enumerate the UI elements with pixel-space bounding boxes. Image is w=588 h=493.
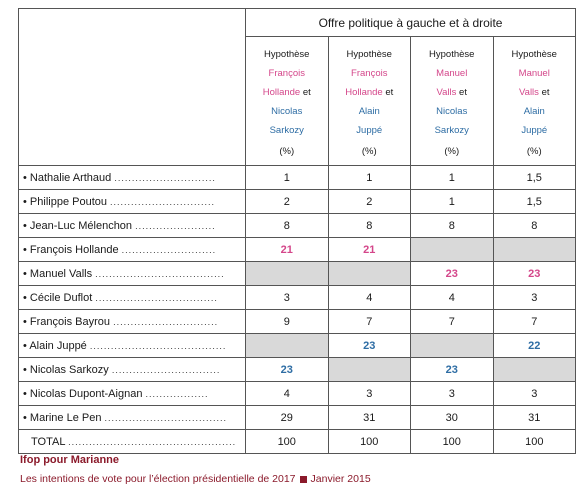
hypothesis-label: Hypothèse bbox=[511, 49, 557, 60]
bullet-icon: • bbox=[23, 411, 27, 424]
and-word: et bbox=[302, 87, 311, 98]
leader-dots: ..................................... bbox=[95, 268, 225, 279]
value-cell: 29 bbox=[246, 406, 329, 430]
hypothesis-header-2 bbox=[328, 37, 411, 166]
value-cell: 23 bbox=[493, 262, 576, 286]
value-cell: 8 bbox=[493, 214, 576, 238]
not-applicable-cell bbox=[246, 262, 329, 286]
value-cell: 9 bbox=[246, 310, 329, 334]
value-cell: 3 bbox=[411, 382, 494, 406]
leader-dots: ................................................ bbox=[68, 436, 237, 447]
hypothesis-header-3 bbox=[411, 37, 494, 166]
unit-label: (%) bbox=[361, 146, 377, 157]
bullet-icon: • bbox=[23, 315, 27, 328]
bullet-icon: • bbox=[23, 363, 27, 376]
candidate-name-cell bbox=[19, 382, 246, 406]
date-text: Janvier 2015 bbox=[310, 473, 371, 485]
and-word: et bbox=[385, 87, 394, 98]
candidate-name: Marine Le Pen bbox=[29, 411, 102, 424]
candidate-last-name: Valls bbox=[436, 87, 457, 98]
value-cell: 23 bbox=[411, 262, 494, 286]
leader-dots: ............................... bbox=[111, 364, 221, 375]
candidate-name-cell bbox=[19, 286, 246, 310]
unit-label: (%) bbox=[444, 146, 460, 157]
leader-dots: ............................. bbox=[114, 172, 216, 183]
candidate-first-name: François bbox=[351, 68, 388, 79]
value-cell: 3 bbox=[493, 382, 576, 406]
candidate-name: Nathalie Arthaud bbox=[29, 171, 112, 184]
candidate-name-cell bbox=[19, 334, 246, 358]
candidate-first-name: Alain bbox=[523, 106, 545, 117]
not-applicable-cell bbox=[328, 358, 411, 382]
bullet-icon: • bbox=[23, 219, 27, 232]
corner-cell bbox=[19, 9, 246, 166]
candidate-last-name: Sarkozy bbox=[269, 125, 304, 136]
results-body bbox=[19, 166, 576, 454]
candidate-name-cell bbox=[19, 430, 246, 454]
candidate-last-name: Juppé bbox=[521, 125, 548, 136]
table-row bbox=[19, 334, 576, 358]
value-cell: 100 bbox=[411, 430, 494, 454]
value-cell: 1 bbox=[411, 166, 494, 190]
table-row bbox=[19, 406, 576, 430]
table-title: Offre politique à gauche et à droite bbox=[246, 9, 576, 37]
candidate-last-name: Hollande bbox=[262, 87, 301, 98]
hypothesis-label: Hypothèse bbox=[429, 49, 475, 60]
bullet-icon: • bbox=[23, 195, 27, 208]
value-cell: 8 bbox=[328, 214, 411, 238]
value-cell: 1,5 bbox=[493, 166, 576, 190]
value-cell: 7 bbox=[328, 310, 411, 334]
value-cell: 1,5 bbox=[493, 190, 576, 214]
leader-dots: .............................. bbox=[110, 196, 216, 207]
value-cell: 4 bbox=[246, 382, 329, 406]
bullet-icon: • bbox=[23, 267, 27, 280]
leader-dots: ....................................... bbox=[89, 340, 227, 351]
candidate-name-cell bbox=[19, 358, 246, 382]
table-row bbox=[19, 238, 576, 262]
table-row bbox=[19, 430, 576, 454]
title-row bbox=[19, 9, 576, 37]
not-applicable-cell bbox=[411, 334, 494, 358]
candidate-name-cell bbox=[19, 214, 246, 238]
subtitle-text: Les intentions de vote pour l’élection présidentielle de 2017 bbox=[20, 473, 296, 485]
candidate-name: Jean-Luc Mélenchon bbox=[29, 219, 133, 232]
bullet-icon: • bbox=[23, 339, 27, 352]
candidate-name-cell bbox=[19, 310, 246, 334]
leader-dots: ........................... bbox=[121, 244, 217, 255]
value-cell: 23 bbox=[328, 334, 411, 358]
candidate-name-cell bbox=[19, 262, 246, 286]
poll-table bbox=[18, 8, 576, 454]
value-cell: 1 bbox=[328, 166, 411, 190]
candidate-name-cell bbox=[19, 406, 246, 430]
value-cell: 100 bbox=[328, 430, 411, 454]
candidate-last-name: Sarkozy bbox=[434, 125, 469, 136]
leader-dots: ................................... bbox=[104, 412, 228, 423]
hypothesis-header-1 bbox=[246, 37, 329, 166]
candidate-first-name: Nicolas bbox=[436, 106, 468, 117]
hypothesis-header-4 bbox=[493, 37, 576, 166]
value-cell: 23 bbox=[246, 358, 329, 382]
candidate-name: TOTAL bbox=[31, 435, 66, 448]
candidate-name: François Hollande bbox=[29, 243, 119, 256]
leader-dots: .................. bbox=[145, 388, 209, 399]
leader-dots: .............................. bbox=[113, 316, 219, 327]
candidate-name: François Bayrou bbox=[29, 315, 111, 328]
value-cell: 23 bbox=[411, 358, 494, 382]
value-cell: 8 bbox=[411, 214, 494, 238]
value-cell: 21 bbox=[328, 238, 411, 262]
unit-label: (%) bbox=[526, 146, 542, 157]
candidate-last-name: Valls bbox=[519, 87, 539, 98]
value-cell: 31 bbox=[328, 406, 411, 430]
source-label: Ifop pour Marianne bbox=[20, 454, 119, 466]
value-cell: 7 bbox=[411, 310, 494, 334]
hypothesis-label: Hypothèse bbox=[346, 49, 392, 60]
value-cell: 100 bbox=[493, 430, 576, 454]
bullet-icon: • bbox=[23, 291, 27, 304]
value-cell: 3 bbox=[493, 286, 576, 310]
value-cell: 3 bbox=[328, 382, 411, 406]
table-row bbox=[19, 310, 576, 334]
value-cell: 7 bbox=[493, 310, 576, 334]
bullet-icon: • bbox=[23, 171, 27, 184]
value-cell: 22 bbox=[493, 334, 576, 358]
hypothesis-label: Hypothèse bbox=[264, 49, 310, 60]
candidate-name-cell bbox=[19, 238, 246, 262]
value-cell: 8 bbox=[246, 214, 329, 238]
unit-label: (%) bbox=[279, 146, 295, 157]
candidate-last-name: Juppé bbox=[356, 125, 383, 136]
candidate-name: Nicolas Dupont-Aignan bbox=[29, 387, 143, 400]
table-row bbox=[19, 190, 576, 214]
value-cell: 4 bbox=[411, 286, 494, 310]
candidate-name-cell bbox=[19, 166, 246, 190]
value-cell: 2 bbox=[246, 190, 329, 214]
candidate-first-name: Nicolas bbox=[271, 106, 303, 117]
and-word: et bbox=[541, 87, 550, 98]
candidate-first-name: François bbox=[268, 68, 305, 79]
and-word: et bbox=[459, 87, 467, 98]
candidate-name-cell bbox=[19, 190, 246, 214]
not-applicable-cell bbox=[493, 238, 576, 262]
candidate-name: Nicolas Sarkozy bbox=[29, 363, 109, 376]
candidate-first-name: Manuel bbox=[518, 68, 550, 79]
value-cell: 31 bbox=[493, 406, 576, 430]
not-applicable-cell bbox=[411, 238, 494, 262]
value-cell: 4 bbox=[328, 286, 411, 310]
table-row bbox=[19, 382, 576, 406]
table-row bbox=[19, 358, 576, 382]
value-cell: 100 bbox=[246, 430, 329, 454]
value-cell: 1 bbox=[411, 190, 494, 214]
not-applicable-cell bbox=[328, 262, 411, 286]
value-cell: 30 bbox=[411, 406, 494, 430]
not-applicable-cell bbox=[493, 358, 576, 382]
candidate-name: Manuel Valls bbox=[29, 267, 93, 280]
value-cell: 3 bbox=[246, 286, 329, 310]
candidate-first-name: Alain bbox=[358, 106, 380, 117]
leader-dots: ................................... bbox=[95, 292, 218, 303]
value-cell: 1 bbox=[246, 166, 329, 190]
table-row bbox=[19, 214, 576, 238]
square-bullet-icon bbox=[300, 476, 307, 483]
candidate-first-name: Manuel bbox=[436, 68, 468, 79]
table-row bbox=[19, 166, 576, 190]
candidate-name: Philippe Poutou bbox=[29, 195, 107, 208]
leader-dots: ....................... bbox=[135, 220, 216, 231]
bullet-icon: • bbox=[23, 387, 27, 400]
subtitle-line bbox=[20, 473, 371, 485]
value-cell: 2 bbox=[328, 190, 411, 214]
bullet-icon: • bbox=[23, 243, 27, 256]
candidate-last-name: Hollande bbox=[345, 87, 383, 98]
candidate-name: Cécile Duflot bbox=[29, 291, 93, 304]
table-row bbox=[19, 286, 576, 310]
table-row bbox=[19, 262, 576, 286]
candidate-name: Alain Juppé bbox=[29, 339, 87, 352]
not-applicable-cell bbox=[246, 334, 329, 358]
value-cell: 21 bbox=[246, 238, 329, 262]
